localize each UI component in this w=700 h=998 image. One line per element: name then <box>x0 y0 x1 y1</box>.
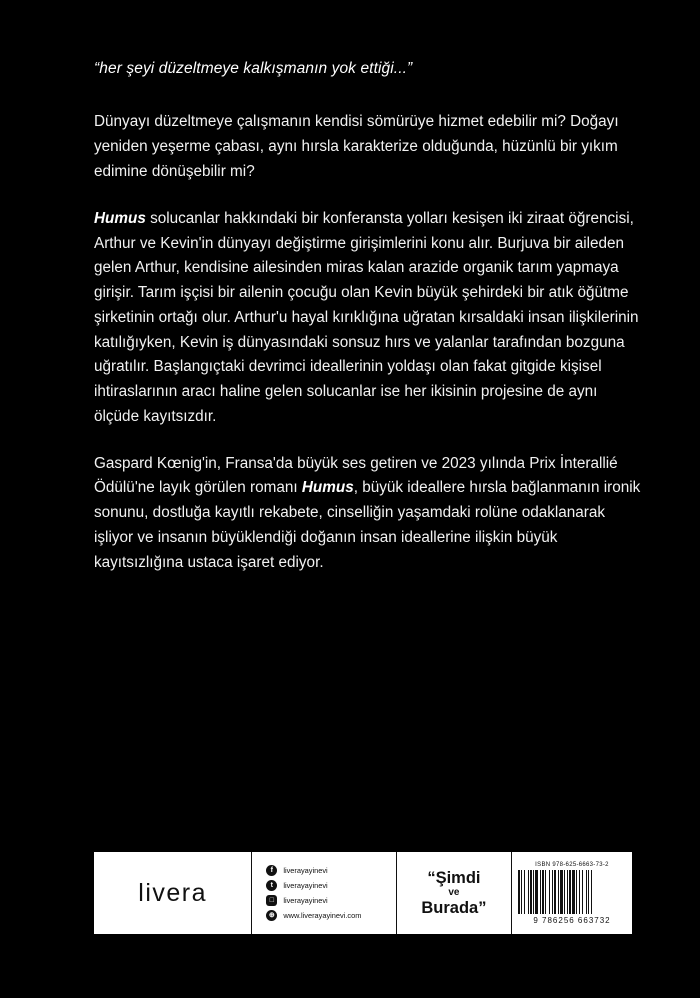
instagram-icon: □ <box>266 895 277 906</box>
publisher-logo <box>94 852 252 934</box>
book-title-inline-1: Humus <box>94 209 146 227</box>
blurb-paragraph-2 <box>94 207 642 430</box>
social-link-instagram[interactable] <box>266 895 396 906</box>
barcode-icon <box>518 870 626 914</box>
slogan-line-2: ve <box>448 887 460 899</box>
facebook-icon: f <box>266 865 277 876</box>
globe-icon: ⊕ <box>266 910 277 921</box>
slogan-line-1: “Şimdi <box>427 868 481 887</box>
social-link-twitter[interactable] <box>266 880 396 891</box>
publisher-logo-text: livera <box>138 878 208 907</box>
social-link-facebook[interactable] <box>266 865 396 876</box>
isbn-text-top: ISBN 978-625-6663-73-2 <box>535 862 609 868</box>
social-link-website[interactable] <box>266 910 396 921</box>
social-handle-website: www.liverayayinevi.com <box>283 910 362 920</box>
blurb-paragraph-1: Dünyayı düzeltmeye çalışmanın kendisi sömürüye hizmet edebilir mi? Doğayı yeniden yeşerme çabası, aynı hırsla karakterize olduğunda, hüzünlü bir yıkım edimine dönüşebilir mi? <box>94 113 619 180</box>
slogan-line-3: Burada” <box>421 898 487 917</box>
book-title-inline-2: Humus <box>301 479 354 497</box>
blurb-paragraph-2-rest: solucanlar hakkındaki bir konferansta yolları kesişen iki ziraat öğrencisi, Arthur ve Kevin'in dünyayı değiştirme girişimlerini konu alır. Burjuva bir aileden gelen Arthur, kendisine ailesinden miras kalan arazide organik tarım yapmaya girişir. Tarım işçisi bir ailenin çocuğu olan Kevin büyük şehirdeki bir atık öğütme şirketinin ortağı olur. Arthur'u hayal kırıklığına uğratan kırsaldaki insan ilişkilerinin katılığıyken, Kevin iş dünyasındaki sonsuz hırs ve yalanlar tarafından bozguna uğratılır. Başlangıçtaki devrimci ideallerinin yoldaşı olan fakat gitgide kişisel ihtiraslarının aracı haline gelen solucanlar ise her ikisinin projesine de aynı ölçüde kayıtsızdır. <box>94 209 639 425</box>
blurb-paragraph-3-part2: , büyük ideallere hırsla bağlanmanın ironik sonunu, dostluğa kayıtlı rekabete, cinselliğin yaşamdaki rolüne odaklanarak işliyor ve insanın büyüklendiği doğanın insan ideallerine ilişkin büyük kayıtsızlığına ustaca işaret ediyor. <box>94 479 641 571</box>
social-handle-instagram: liverayayinevi <box>283 895 328 905</box>
blurb-paragraph-3-part1: Gaspard Kœnig'in, Fransa'da büyük ses getiren ve 2023 yılında Prix İnterallié Ödülü'ne layık görülen romanı <box>94 454 618 497</box>
tagline-quote: “her şeyi düzeltmeye kalkışmanın yok ettiği...” <box>94 60 413 77</box>
barcode-block <box>512 852 632 934</box>
social-links <box>252 852 397 934</box>
publisher-slogan <box>397 852 512 934</box>
isbn-text-bottom: 9 786256 663732 <box>533 916 611 925</box>
blurb-paragraph-3 <box>94 452 642 576</box>
social-handle-facebook: liverayayinevi <box>283 865 328 875</box>
blurb-content <box>94 58 642 575</box>
footer-strip <box>94 852 632 934</box>
twitter-icon: t <box>266 880 277 891</box>
social-handle-twitter: liverayayinevi <box>283 880 328 890</box>
